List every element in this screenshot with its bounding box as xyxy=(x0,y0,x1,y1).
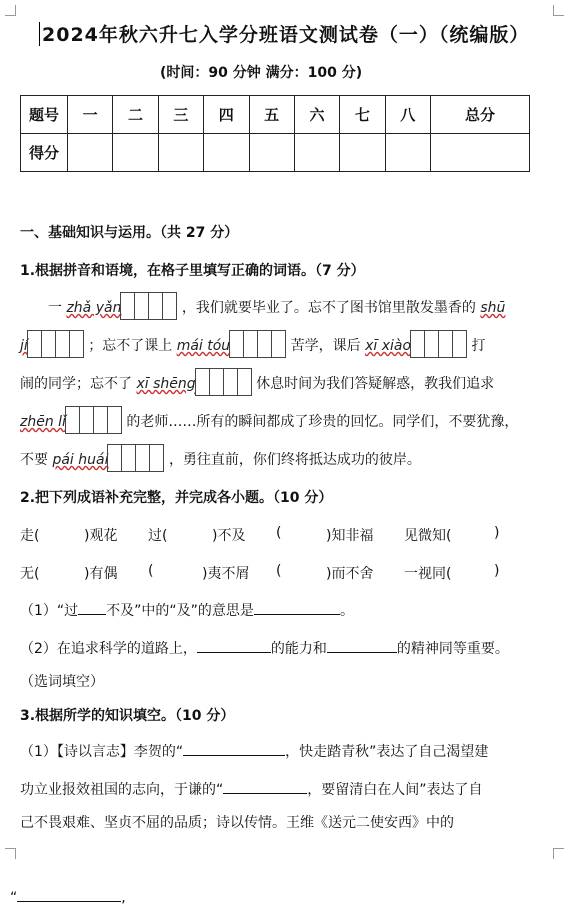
text: 。 xyxy=(339,603,354,619)
q1-line-2 xyxy=(20,330,485,362)
text: 休息时间为我们答疑解惑，教我们追求 xyxy=(256,376,495,392)
pinyin: xī xiào xyxy=(365,338,412,354)
idiom-item: 走( xyxy=(20,528,40,544)
text: 闹的同学；忘不了 xyxy=(20,376,132,392)
q2-sub-2-note: （选词填空） xyxy=(20,674,104,690)
idiom-item: 过( xyxy=(148,528,168,544)
text: 打 xyxy=(471,338,486,354)
answer-grid[interactable] xyxy=(66,406,122,438)
answer-grid[interactable] xyxy=(230,330,286,362)
text: 不及”中的“及”的意思是 xyxy=(106,603,254,619)
question-1-title: 1.根据拼音和语境，在格子里填写正确的词语。（7 分） xyxy=(20,263,365,279)
pinyin: zhēn lǐ xyxy=(20,414,66,430)
table-cell: 六 xyxy=(294,96,339,134)
pinyin: jí xyxy=(20,338,28,354)
score-input-cell[interactable] xyxy=(158,134,203,172)
q1-line-5 xyxy=(20,444,421,476)
q1-line-1 xyxy=(48,292,505,324)
table-cell: 得分 xyxy=(21,134,68,172)
answer-blank[interactable] xyxy=(327,639,397,653)
q1-line-4 xyxy=(20,406,518,438)
score-input-cell[interactable] xyxy=(204,134,249,172)
score-input-cell[interactable] xyxy=(113,134,158,172)
idiom-item: )有偶 xyxy=(84,566,118,582)
page-corner-mark xyxy=(5,5,16,16)
text: ，快走踏青秋”表达了自己渴望建 xyxy=(285,744,489,760)
q3-line-2 xyxy=(20,779,483,799)
score-input-cell[interactable] xyxy=(385,134,430,172)
page-corner-mark xyxy=(553,848,564,859)
page-title: 2024年秋六升七入学分班语文测试卷（一）（统编版） xyxy=(42,24,530,46)
idiom-item: ( xyxy=(276,563,282,579)
answer-blank[interactable] xyxy=(183,742,285,756)
text: ，勇往直前，你们终将抵达成功的彼岸。 xyxy=(168,452,421,468)
table-cell: 题号 xyxy=(21,96,68,134)
text: 苦学，课后 xyxy=(290,338,361,354)
score-table-header-row xyxy=(21,96,530,134)
answer-grid[interactable] xyxy=(121,292,177,324)
text: ，我们就要毕业了。忘不了图书馆里散发墨香的 xyxy=(181,300,476,316)
q2-sub-1 xyxy=(20,600,354,620)
score-input-cell[interactable] xyxy=(340,134,385,172)
answer-blank[interactable] xyxy=(78,601,106,615)
section-heading: 一、基础知识与运用。（共 27 分） xyxy=(20,225,239,241)
score-input-cell[interactable] xyxy=(294,134,339,172)
score-input-cell[interactable] xyxy=(249,134,294,172)
text: 功立业报效祖国的志向，于谦的“ xyxy=(20,782,224,798)
text: （1）【诗以言志】李贺的“ xyxy=(20,744,184,760)
idiom-item: ( xyxy=(276,525,282,541)
idiom-item: 一视同( xyxy=(404,566,452,582)
table-cell: 二 xyxy=(113,96,158,134)
text: 的精神同等重要。 xyxy=(396,641,509,657)
q3-line-4 xyxy=(10,888,126,906)
table-cell: 总分 xyxy=(431,96,530,134)
answer-blank[interactable] xyxy=(254,601,340,615)
idiom-item: )夷不屑 xyxy=(202,566,250,582)
pinyin: zhǎ yǎn xyxy=(66,300,122,316)
score-table-score-row xyxy=(21,134,530,172)
score-input-cell[interactable] xyxy=(68,134,113,172)
idiom-item: ( xyxy=(148,563,154,579)
text: （1）“过 xyxy=(20,603,79,619)
idiom-item: )观花 xyxy=(84,528,118,544)
answer-grid[interactable] xyxy=(108,444,164,476)
table-cell: 四 xyxy=(204,96,249,134)
table-cell: 八 xyxy=(385,96,430,134)
text: 不要 xyxy=(20,452,48,468)
q1-line-3 xyxy=(20,368,494,400)
answer-blank[interactable] xyxy=(223,780,307,794)
text: , xyxy=(121,890,126,906)
text: 一 xyxy=(48,300,62,316)
q2-sub-2 xyxy=(20,638,509,658)
idiom-item: 无( xyxy=(20,566,40,582)
page-corner-mark xyxy=(5,848,16,859)
idiom-item: )知非福 xyxy=(326,528,374,544)
pinyin: pái huái xyxy=(52,452,109,468)
score-input-cell[interactable] xyxy=(431,134,530,172)
answer-blank[interactable] xyxy=(17,888,121,902)
pinyin: shū xyxy=(480,300,506,316)
text: 的老师……所有的瞬间都成了珍贵的回忆。同学们，不要犹豫， xyxy=(126,414,519,430)
text-cursor xyxy=(39,22,40,46)
answer-grid[interactable] xyxy=(28,330,84,362)
question-2-title: 2.把下列成语补充完整，并完成各小题。（10 分） xyxy=(20,490,333,506)
idiom-item: )不及 xyxy=(212,528,246,544)
question-3-title: 3.根据所学的知识填空。（10 分） xyxy=(20,708,235,724)
idiom-item: ) xyxy=(494,525,500,541)
idiom-item: ) xyxy=(494,563,500,579)
text: ；忘不了课上 xyxy=(88,338,173,354)
answer-grid[interactable] xyxy=(411,330,467,362)
table-cell: 五 xyxy=(249,96,294,134)
text: 的能力和 xyxy=(270,641,327,657)
text: ，要留清白在人间”表达了自 xyxy=(307,782,483,798)
text: “ xyxy=(10,890,18,906)
q3-line-1 xyxy=(20,741,488,761)
pinyin: xī shēng xyxy=(136,376,196,392)
table-cell: 七 xyxy=(340,96,385,134)
score-table xyxy=(20,95,530,172)
table-cell: 三 xyxy=(158,96,203,134)
exam-info: (时间：90 分钟 满分：100 分) xyxy=(160,65,363,81)
idiom-item: 见微知( xyxy=(404,528,452,544)
table-cell: 一 xyxy=(68,96,113,134)
page-corner-mark xyxy=(553,5,564,16)
idiom-item: )而不舍 xyxy=(326,566,374,582)
text: （2）在追求科学的道路上， xyxy=(20,641,197,657)
q3-line-3: 己不畏艰难、坚贞不屈的品质；诗以传情。王维《送元二使安西》中的 xyxy=(20,815,454,831)
answer-blank[interactable] xyxy=(197,639,271,653)
answer-grid[interactable] xyxy=(196,368,252,400)
pinyin: mái tóu xyxy=(176,338,231,354)
